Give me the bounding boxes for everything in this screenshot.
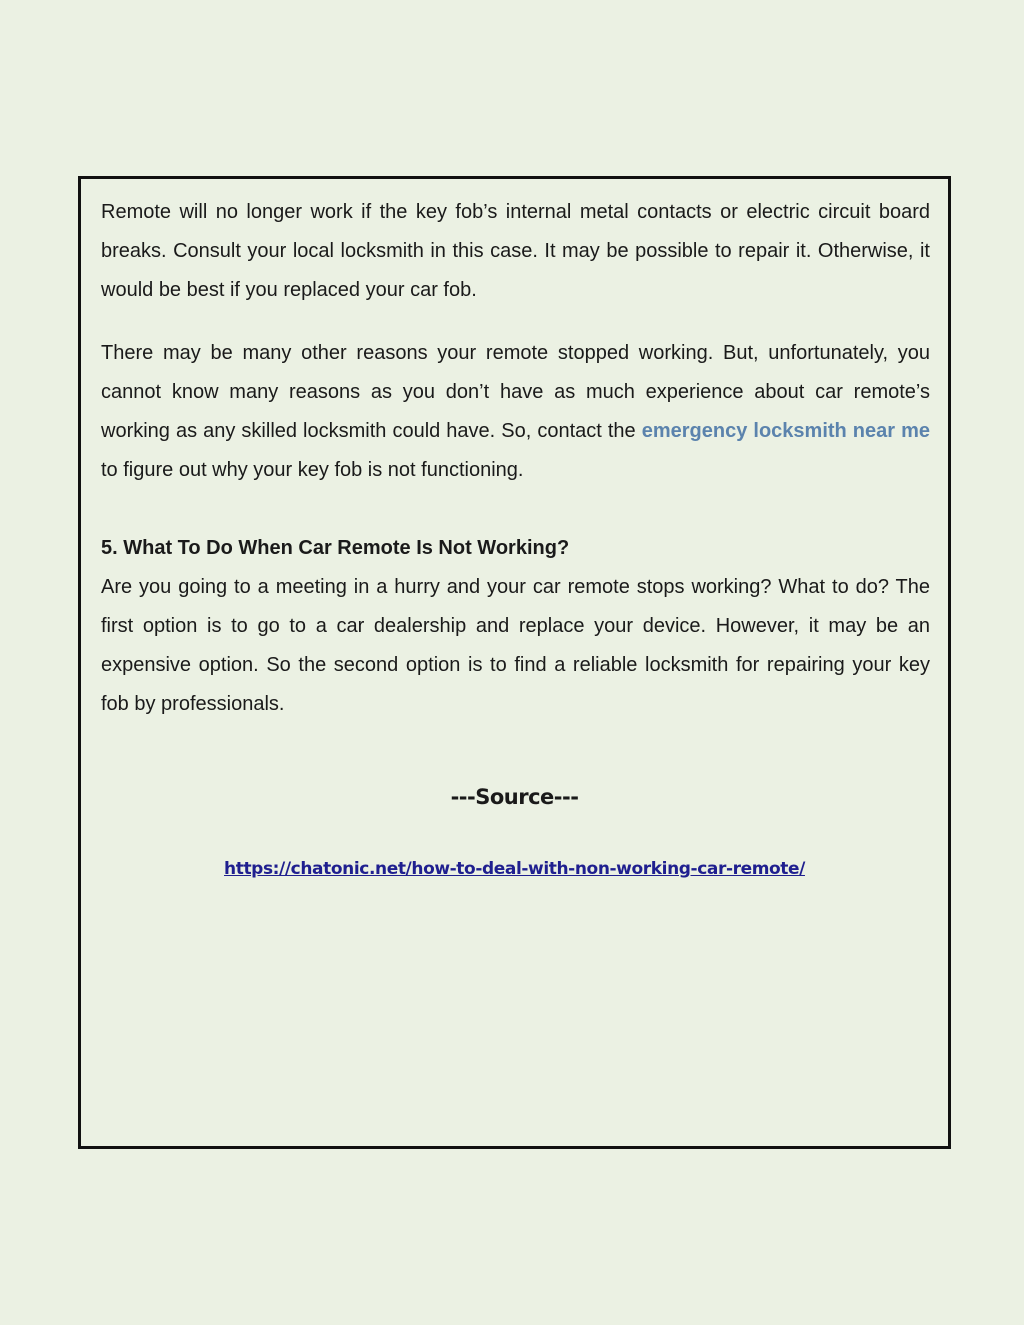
content-frame — [78, 176, 951, 1149]
paragraph-other-reasons — [101, 334, 930, 490]
paragraph-other-reasons-text: There may be many other reasons your remote stopped working. But, unfortunately, you cannot know many reasons as you don’t have as much experience about car remote’s working as any skilled locksmith could have. So, contact the — [101, 342, 930, 442]
source-label: ---Source--- — [450, 785, 579, 809]
document-body — [101, 193, 930, 724]
source-url-link[interactable]: https://chatonic.net/how-to-deal-with-non-working-car-remote/ — [224, 859, 805, 879]
paragraph-key-fob-breaks: Remote will no longer work if the key fob’s internal metal contacts or electric circuit board breaks. Consult your local locksmith in this case. It may be possible to repair it. Otherwise, it would be best if you replaced your car fob. — [101, 201, 930, 301]
paragraph-other-reasons-tail: to figure out why your key fob is not functioning. — [101, 459, 524, 481]
emergency-locksmith-link[interactable]: emergency locksmith near me — [641, 420, 931, 442]
section-body: Are you going to a meeting in a hurry and your car remote stops working? What to do? The first option is to go to a car dealership and replace your device. However, it may be an expensive option. So the second option is to find a reliable locksmith for repairing your key fob by professionals. — [101, 576, 930, 715]
section-heading: 5. What To Do When Car Remote Is Not Working? — [101, 537, 570, 559]
